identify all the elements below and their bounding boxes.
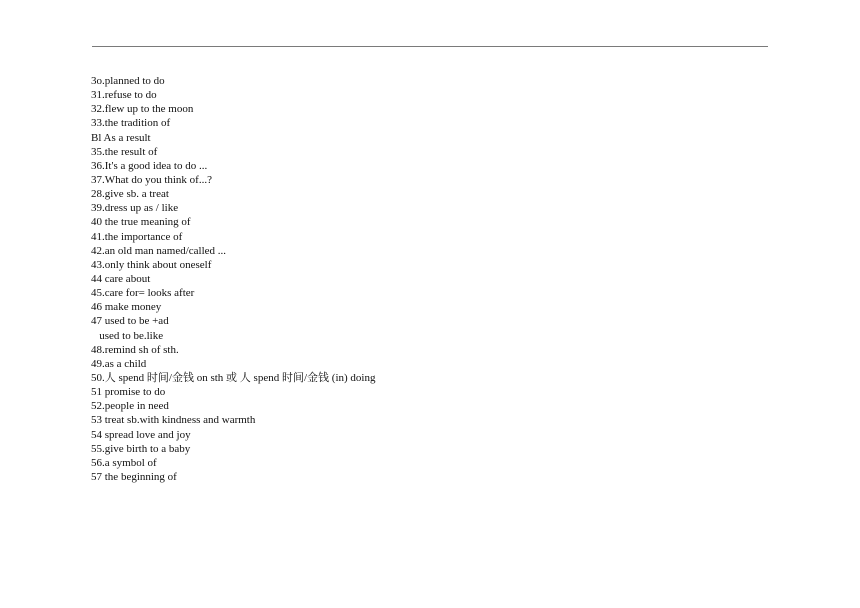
- phrase-line: 3o.planned to do: [91, 75, 165, 87]
- phrase-line: 32.flew up to the moon: [91, 103, 194, 116]
- phrase-line: 48.remind sh of sth.: [91, 343, 179, 356]
- phrase-line: 31.refuse to do: [91, 89, 157, 102]
- phrase-line: 54 spread love and joy: [91, 428, 191, 441]
- phrase-line: 47 used to be +ad: [91, 315, 169, 328]
- phrase-line: 28.give sb. a treat: [91, 188, 169, 201]
- phrase-line: 51 promise to do: [91, 386, 166, 399]
- phrase-line: 33.the tradition of: [91, 117, 171, 130]
- phrase-line: 57 the beginning of: [91, 470, 177, 483]
- phrase-line: 50.人 spend 时间/金钱 on sth 或 人 spend 时间/金钱 (in) doing: [91, 371, 376, 384]
- phrase-line: 35.the result of: [91, 145, 158, 158]
- phrase-line: 49.as a child: [91, 357, 147, 370]
- phrase-line: 36.It's a good idea to do ...: [91, 159, 208, 172]
- phrase-line: 52.people in need: [91, 400, 169, 413]
- phrase-line: 44 care about: [91, 272, 151, 285]
- phrase-line: 46 make money: [91, 301, 162, 314]
- phrase-line: 42.an old man named/called ...: [91, 244, 227, 257]
- phrase-line: 41.the importance of: [91, 230, 183, 243]
- phrase-line: used to be.like: [91, 329, 164, 342]
- phrase-line: 43.only think about oneself: [91, 258, 212, 271]
- phrase-list: [91, 74, 375, 484]
- phrase-line: 56.a symbol of: [91, 456, 157, 469]
- phrase-line: 40 the true meaning of: [91, 216, 191, 229]
- phrase-line: 39.dress up as / like: [91, 202, 179, 215]
- phrase-line: Bl As a result: [91, 131, 151, 144]
- header-rule: [92, 46, 768, 47]
- phrase-line: 55.give birth to a baby: [91, 442, 191, 455]
- phrase-line: 37.What do you think of...?: [91, 173, 212, 186]
- phrase-line: 45.care for= looks after: [91, 287, 195, 300]
- phrase-line: 53 treat sb.with kindness and warmth: [91, 414, 256, 427]
